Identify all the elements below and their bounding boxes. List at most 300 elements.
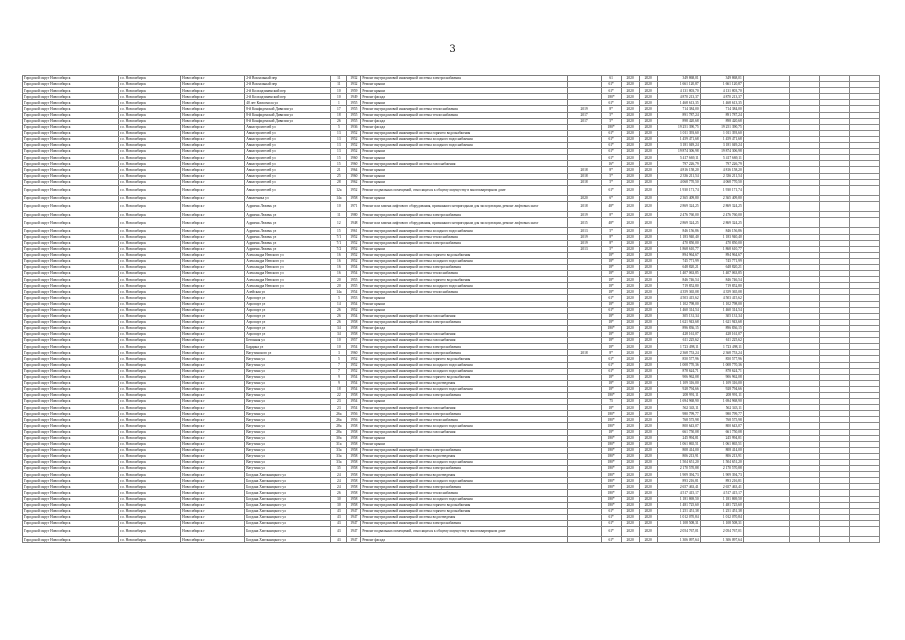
table-cell: 894 964,67 [700,252,743,258]
table-cell: 2020 [639,508,657,514]
table-cell: 1960 [347,173,361,179]
data-table-sheet [22,75,880,543]
table-cell: 878 624,71 [700,368,743,374]
table-cell: Ватутина ул [245,453,331,459]
table-cell: Новосибирск г [181,112,245,118]
table-cell: Адриена Лежень ул [245,246,331,252]
table-cell: 1961 [347,228,361,234]
table-cell: 2020 [639,265,657,271]
table-cell: Новосибирск г [181,100,245,106]
table-cell: 714 384,00 [657,106,700,112]
table-cell: 2020 [639,490,657,496]
table-cell: 1952 [347,252,361,258]
table-cell: 10 [331,338,347,344]
table-cell: Городской округ Новосибирск [23,527,119,537]
table-cell: 2020 [621,392,639,398]
table-cell: 25 [331,173,347,179]
table-cell: Богдана Хмельницкого ул [245,508,331,514]
table-cell: 4 503 415,62 [657,295,700,301]
table-cell: 1 181 869,50 [700,496,743,502]
table-cell: 2020 [639,460,657,466]
table-cell: 808 414,00 [700,447,743,453]
table-cell: 2020 [639,527,657,537]
table-cell: 806 213,91 [700,453,743,459]
table-cell: 1954 [347,301,361,307]
table-cell: 48* [601,201,621,211]
table-cell: 2020 [621,405,639,411]
table-cell: Новосибирск г [181,417,245,423]
table-cell: Ремонт внутридомовой инженерной системы водоотведения [361,514,567,520]
empty-cell [743,218,789,228]
table-cell: г.о. Новосибирск [119,508,181,514]
table-cell: Новосибирск г [181,441,245,447]
table-cell: г.о. Новосибирск [119,185,181,195]
table-cell: Александра Невского ул [245,265,331,271]
table-cell: 15 [331,161,347,167]
table-cell: 1955 [347,283,361,289]
table-cell: г.о. Новосибирск [119,472,181,478]
table-cell: 13 [331,143,347,149]
table-cell: г.о. Новосибирск [119,201,181,211]
empty-cell [789,537,819,543]
table-cell: 2020 [639,201,657,211]
table-cell: 8* [601,234,621,240]
empty-cell [819,527,849,537]
table-cell: Городской округ Новосибирск [23,405,119,411]
table-cell: 797 226,79 [657,161,700,167]
table-cell: Городской округ Новосибирск [23,283,119,289]
table-cell: Городской округ Новосибирск [23,429,119,435]
table-cell: Ватутина ул [245,466,331,472]
table-cell: 61* [601,514,621,520]
table-cell: Ремонт внутридомовой инженерной системы электроснабжения [361,447,567,453]
table-cell: 2020 [639,362,657,368]
table-cell: г.о. Новосибирск [119,307,181,313]
table-cell: 2020 [639,502,657,508]
table-cell: 2020 [621,289,639,295]
table-cell: 5* [601,246,621,252]
table-cell: Ремонт внутридомовой инженерной системы горячего водоснабжения [361,508,567,514]
table-cell: 1952 [347,246,361,252]
capital-repair-table [22,75,880,543]
empty-cell [743,527,789,537]
table-cell: 1 061 865,51 [700,441,743,447]
table-cell: Городской округ Новосибирск [23,466,119,472]
table-cell: Ремонт внутридомовой инженерной системы электроснабжения [361,240,567,246]
table-cell: 3 181 049,24 [700,143,743,149]
table-cell: Александра Невского ул [245,258,331,264]
table-cell: Адриена Лежень ул [245,212,331,218]
table-cell: Новосибирск г [181,466,245,472]
table-cell: 2020 [639,246,657,252]
table-cell: 562 343,11 [657,405,700,411]
table-cell: 4 068 770,50 [700,179,743,185]
table-cell: Ремонт крыши [361,149,567,155]
table-cell: 180* [601,447,621,453]
table-cell: 180* [601,417,621,423]
table-cell: Авиастроителей ул [245,185,331,195]
table-cell: г.о. Новосибирск [119,380,181,386]
table-cell: 906 962,08 [700,374,743,380]
table-cell: 180* [601,124,621,130]
table-cell: 2020 [639,374,657,380]
table-cell: 2020 [621,167,639,173]
table-cell: 1958 [347,319,361,325]
table-cell: 2020 [639,149,657,155]
empty-cell [849,218,879,228]
table-cell: Ватутина ул [245,399,331,405]
table-cell: Аэропорт ул [245,307,331,313]
table-cell: 1 930 171,74 [657,185,700,195]
table-cell: Новосибирск г [181,496,245,502]
table-cell: Новосибирск г [181,136,245,142]
table-cell: 180* [601,472,621,478]
table-cell: 1958 [347,472,361,478]
table-cell: 2020 [639,435,657,441]
table-cell: Городской округ Новосибирск [23,218,119,228]
table-cell: 5 417 669,11 [700,155,743,161]
table-cell: 1958 [347,502,361,508]
table-cell: г.о. Новосибирск [119,338,181,344]
empty-cell [819,201,849,211]
table-cell: 1 694 968,90 [700,399,743,405]
table-cell: 1954 [347,344,361,350]
table-cell: 5 [331,124,347,130]
table-cell: Ремонт внутридомовой инженерной системы газоснабжения [361,332,567,338]
table-cell: г.о. Новосибирск [119,386,181,392]
table-cell: 19 874 306,98 [700,149,743,155]
table-cell: г.о. Новосибирск [119,179,181,185]
table-cell: 2020 [621,484,639,490]
table-cell: 1952 [347,234,361,240]
table-cell: 470 850,00 [700,240,743,246]
table-cell: 661 750,08 [657,429,700,435]
table-cell: 11 [331,76,347,82]
table-cell: Ремонт внутридомовой инженерной системы холодного водоснабжения [361,283,567,289]
table-cell: 180* [601,392,621,398]
table-cell: 1 251 451,38 [700,508,743,514]
table-cell: 15 [331,228,347,234]
table-cell: 2020 [639,289,657,295]
table-cell: 2-й Колхидзиненский пер [245,88,331,94]
table-cell: Новосибирск г [181,130,245,136]
table-cell: Александра Невского ул [245,252,331,258]
table-cell: 2020 [639,82,657,88]
table-cell: 2020 [621,508,639,514]
table-cell: г.о. Новосибирск [119,313,181,319]
table-cell: Ремонт крыши [361,167,567,173]
table-cell: 2 869 324,25 [700,201,743,211]
table-cell: 180* [601,435,621,441]
table-cell: Новосибирск г [181,277,245,283]
table-cell: 2 869 324,25 [657,201,700,211]
table-cell: 8-й Конфиденской Дивизии ул [245,106,331,112]
table-cell: 2020 [621,307,639,313]
table-cell: 4 131 803,70 [657,88,700,94]
table-cell: г.о. Новосибирск [119,173,181,179]
table-cell: 1953 [347,295,361,301]
table-cell: 428 161,07 [657,332,700,338]
table-cell: 1947 [347,520,361,526]
table-cell: 2 657 463,41 [700,484,743,490]
table-cell: 4 870 213,37 [657,94,700,100]
table-cell: 1955 [347,118,361,124]
table-cell: 1971 [347,201,361,211]
table-cell: 1 930 171,74 [700,185,743,195]
table-cell: 24 [331,478,347,484]
table-cell: 1958 [347,453,361,459]
table-cell: 2 365 409,80 [700,195,743,201]
table-cell: Новосибирск г [181,460,245,466]
table-cell: 8* [601,240,621,246]
table-cell: 2020 [621,527,639,537]
table-cell: 2020 [639,271,657,277]
table-cell: 13 [331,136,347,142]
table-cell: 2013 [567,228,601,234]
table-cell: 26а [331,417,347,423]
table-cell: 893 216,81 [657,478,700,484]
table-cell: 1 061 865,51 [657,441,700,447]
table-cell: 4 816 158,20 [700,167,743,173]
table-cell: 2019 [567,212,601,218]
table-cell: Новосибирск г [181,514,245,520]
table-cell: 23 [331,405,347,411]
table-cell: г.о. Новосибирск [119,124,181,130]
table-cell: 2020 [621,195,639,201]
table-cell: Городской округ Новосибирск [23,258,119,264]
table-cell: 2018 [567,179,601,185]
table-cell: Ремонт внутридомовой инженерной системы электроснабжения [361,392,567,398]
table-cell: 1954 [347,380,361,386]
table-cell: 180* [601,490,621,496]
table-cell: г.о. Новосибирск [119,350,181,356]
table-cell: Городской округ Новосибирск [23,514,119,520]
table-cell: Адриена Лежень ул [245,240,331,246]
table-cell: 17 [331,106,347,112]
table-cell: Новосибирск г [181,435,245,441]
table-cell: 1952 [347,240,361,246]
table-cell: Новосибирск г [181,252,245,258]
table-cell: 2020 [639,228,657,234]
table-cell: 5* [601,118,621,124]
table-cell: 1 459 471,68 [700,136,743,142]
table-cell: Ватутинского ул [245,350,331,356]
table-cell: Авиастроителей ул [245,136,331,142]
table-cell: 18* [601,258,621,264]
table-cell: 2020 [639,106,657,112]
table-cell: 1954 [347,265,361,271]
table-cell: Новосибирск г [181,405,245,411]
table-cell: 8* [601,212,621,218]
table-cell: Ватутина ул [245,460,331,466]
table-cell: 33а [331,447,347,453]
table-cell: 61* [601,537,621,543]
table-cell: 1958 [347,435,361,441]
empty-cell [849,185,879,195]
table-cell: 2020 [621,301,639,307]
table-row [23,218,880,228]
table-cell: Новосибирск г [181,82,245,88]
table-cell: 24 [331,484,347,490]
table-cell: 928 794,66 [700,386,743,392]
table-cell: 2020 [621,88,639,94]
table-cell: Городской округ Новосибирск [23,460,119,466]
table-cell: г.о. Новосибирск [119,325,181,331]
table-cell: 1 183 940,40 [657,234,700,240]
table-cell: 2020 [639,124,657,130]
table-cell: Ремонт фасада [361,124,567,130]
table-cell: 2019 [567,240,601,246]
table-cell: 10 [331,88,347,94]
table-cell: 245 994,81 [657,435,700,441]
table-cell: 1956 [347,417,361,423]
table-cell: 2020 [621,258,639,264]
table-cell: 2020 [621,173,639,179]
table-cell: 2020 [621,106,639,112]
table-cell: Городской округ Новосибирск [23,380,119,386]
table-cell: Ремонт внутридомовой инженерной системы электроснабжения [361,350,567,356]
table-cell: 30а [331,435,347,441]
table-cell: Городской округ Новосибирск [23,508,119,514]
table-cell: 1 909 394,73 [700,472,743,478]
table-cell: 1958 [347,441,361,447]
table-cell: г.о. Новосибирск [119,368,181,374]
table-cell: Новосибирск г [181,392,245,398]
table-cell: 1932 [347,82,361,88]
table-cell: г.о. Новосибирск [119,520,181,526]
table-cell: г.о. Новосибирск [119,502,181,508]
table-cell: Ремонт внутридомовой инженерной системы газоснабжения [361,313,567,319]
table-cell: Ремонт фасада [361,118,567,124]
table-cell: 2020 [621,185,639,195]
table-cell: 18* [601,386,621,392]
table-cell: 2020 [621,246,639,252]
table-cell: 22 [331,392,347,398]
table-cell: 11 [331,212,347,218]
table-cell: Городской округ Новосибирск [23,374,119,380]
table-cell: Ремонт крыши [361,195,567,201]
table-cell: 1 661 120,87 [700,82,743,88]
table-cell: Новосибирск г [181,325,245,331]
table-cell: Александра Невского ул [245,271,331,277]
table-cell: 800 643,07 [657,423,700,429]
table-cell: 61* [601,130,621,136]
table-cell: 1952 [347,258,361,264]
table-cell: г.о. Новосибирск [119,277,181,283]
table-cell: Ремонт внутридомовой инженерной системы холодного водоснабжения [361,423,567,429]
table-cell: Новосибирск г [181,201,245,211]
table-cell: 1932 [347,76,361,82]
table-cell: 1 909 394,73 [657,472,700,478]
table-cell: Новосибирск г [181,106,245,112]
table-cell: 800 643,07 [700,423,743,429]
table-cell: 4 517 415,17 [657,490,700,496]
table-cell: 2020 [621,490,639,496]
table-cell: 14 [331,301,347,307]
table-cell: Городской округ Новосибирск [23,484,119,490]
table-cell: Городской округ Новосибирск [23,344,119,350]
table-cell: 2020 [639,179,657,185]
table-cell: Новосибирск г [181,386,245,392]
table-cell: 40 лет Комсомола ул [245,100,331,106]
table-cell: Новосибирск г [181,94,245,100]
table-cell: 9 [331,374,347,380]
table-cell: Ватутина ул [245,405,331,411]
table-cell: 1948 [347,218,361,228]
table-cell: 2020 [621,466,639,472]
table-cell: 1958 [347,423,361,429]
table-cell: г.о. Новосибирск [119,212,181,218]
table-cell: г.о. Новосибирск [119,258,181,264]
table-cell: Ремонт внутридомовой инженерной системы горячего водоснабжения [361,502,567,508]
table-cell: 2 054 767,01 [700,527,743,537]
table-cell: 43 [331,537,347,543]
table-cell: 18 [331,112,347,118]
table-cell: 2020 [639,234,657,240]
table-cell: 1958 [347,460,361,466]
table-cell: 1958 [347,466,361,472]
table-cell: 14а [331,195,347,201]
table-cell: 1 102 798,00 [657,301,700,307]
table-cell: 61* [601,155,621,161]
table-cell: 8-й Конфиденской Дивизии ул [245,112,331,118]
table-cell: 1952 [347,356,361,362]
table-cell: Ремонт внутридомовой инженерной системы холодного водоснабжения [361,386,567,392]
table-cell: 28а [331,423,347,429]
table-cell: 898 420,68 [657,118,700,124]
table-cell: Ремонт фасада [361,325,567,331]
table-cell: 43 [331,508,347,514]
table-cell: Ремонт внутридомовой инженерной системы холодного водоснабжения [361,478,567,484]
table-cell: 18 [331,386,347,392]
table-cell: г.о. Новосибирск [119,167,181,173]
table-cell: 1 481 725,60 [700,502,743,508]
table-cell: 180* [601,325,621,331]
table-cell: Городской округ Новосибирск [23,295,119,301]
table-cell: 1 102 798,00 [700,301,743,307]
table-cell: Аэропорт ул [245,332,331,338]
table-cell: Ремонт крыши [361,179,567,185]
empty-cell [743,185,789,195]
table-cell: 2020 [621,136,639,142]
table-cell: Новосибирск г [181,228,245,234]
table-cell: 6* [601,195,621,201]
table-cell: 1 504 651,20 [700,460,743,466]
table-cell: 2020 [621,350,639,356]
table-cell: 13 [331,130,347,136]
table-cell: 35 [331,466,347,472]
table-cell: Бетонная ул [245,338,331,344]
table-cell: 1952 [347,307,361,313]
table-cell: 2020 [639,472,657,478]
table-cell: Новосибирск г [181,490,245,496]
table-cell: 2020 [621,130,639,136]
table-cell: Ватутина ул [245,362,331,368]
table-cell: 846 156,86 [700,228,743,234]
table-cell: 2020 [639,325,657,331]
table-cell: 2 336 211,54 [657,173,700,179]
table-cell: 18* [601,277,621,283]
table-cell: 928 794,66 [657,386,700,392]
table-cell: Ремонт внутридомовой инженерной системы теплоснабжения [361,234,567,240]
table-cell: 2020 [621,252,639,258]
table-cell: 1 108 508,31 [657,520,700,526]
table-cell: Новосибирск г [181,301,245,307]
table-cell: Новосибирск г [181,283,245,289]
table-cell: 43 [331,520,347,526]
table-cell: 2020 [639,338,657,344]
table-cell: 2020 [639,350,657,356]
